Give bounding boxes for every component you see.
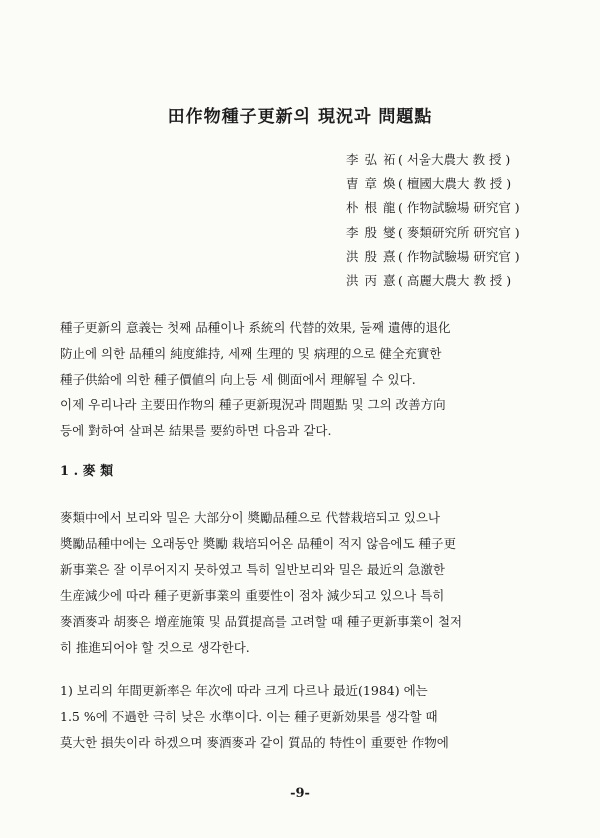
text-line: 히 推進되어야 할 것으로 생각한다. [60,640,250,655]
section-paragraph-2 [60,678,546,756]
author-affiliation: ( 麥類研究所 研究官 ) [398,224,520,240]
author-affiliation: ( 檀國大農大 教 授 ) [398,176,512,192]
text-line: 莫大한 損失이라 하겠으며 麥酒麥과 같이 質品的 特性이 重要한 作物에 [60,735,449,750]
text-line: 麥酒麥과 胡麥은 增産施策 및 品質提高를 고려할 때 種子更新事業이 철저 [60,614,463,629]
text-line: 生産減少에 따라 種子更新事業의 重要性이 점차 減少되고 있으나 특히 [60,588,445,603]
text-line: 防止에 의한 品種의 純度維持, 세째 生理的 및 病理的으로 健全充實한 [60,346,442,361]
section-heading: 1 . 麥 類 [60,464,114,479]
text-line: 新事業은 잘 이루어지지 못하였고 특히 일반보리와 밀은 最近의 急激한 [60,562,445,577]
author-affiliation: ( 서울大農大 教 授 ) [398,152,511,167]
author-entry [346,271,596,295]
text-line: 등에 對하여 살펴본 結果를 要約하면 다음과 같다. [60,423,332,438]
author-entry [346,223,596,247]
author-name: 李 弘 祏 [346,152,397,167]
author-entry [346,247,596,271]
author-name: 曺 章 煥 [346,176,397,192]
section-paragraph-1 [60,505,546,661]
intro-paragraph-1 [60,315,546,393]
author-entry [346,150,596,174]
author-entry [346,174,596,198]
author-name: 洪 丙 憙 [346,272,397,288]
text-line: 麥類中에서 보리와 밀은 大部分이 奬勵品種으로 代替栽培되고 있으나 [60,510,440,525]
page-number: -9- [290,786,310,801]
author-affiliation: ( 高麗大農大 教 授 ) [398,272,512,288]
text-line: 1) 보리의 年間更新率은 年次에 따라 크게 다르나 最近(1984) 에는 [60,683,428,698]
author-affiliation: ( 作物試驗場 研究官 ) [398,248,520,264]
text-line: 種子供給에 의한 種子價値의 向上등 세 側面에서 理解될 수 있다. [60,372,416,387]
author-name: 李 殷 燮 [346,224,397,240]
intro-paragraph-2 [60,392,546,444]
author-affiliation: ( 作物試驗場 研究官 ) [398,200,520,216]
text-line: 이제 우리나라 主要田作物의 種子更新現況과 問題點 및 그의 改善方向 [60,397,446,412]
author-name: 朴 根 龍 [346,200,397,216]
text-line: 1.5 %에 不過한 극히 낮은 水準이다. 이는 種子更新効果를 생각할 때 [60,709,438,724]
author-entry [346,198,596,222]
author-list [346,150,596,295]
text-line: 種子更新의 意義는 첫째 品種이나 系統의 代替的效果, 둘째 遺傳的退化 [60,320,451,335]
author-name: 洪 殷 熹 [346,248,397,264]
text-line: 奬勵品種中에는 오래동안 奬勵 栽培되어온 品種이 적지 않음에도 種子更 [60,536,457,551]
paper-title: 田作物種子更新의 現況과 問題點 [167,107,433,127]
